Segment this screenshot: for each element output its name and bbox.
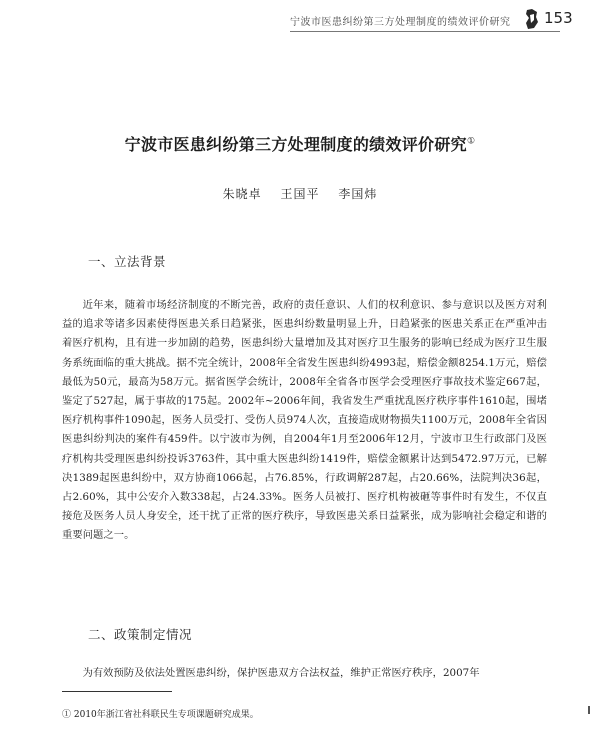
article-title-text: 宁波市医患纠纷第三方处理制度的绩效评价研究 <box>124 135 467 154</box>
author-name: 李国炜 <box>338 187 378 201</box>
section-heading-background: 一、立法背景 <box>88 254 167 269</box>
running-title: 宁波市医患纠纷第三方处理制度的绩效评价研究 <box>290 17 511 28</box>
page-number: 153 <box>544 9 573 27</box>
header-divider <box>290 31 560 32</box>
section-body-background: 近年来，随着市场经济制度的不断完善，政府的责任意识、人们的权利意识、参与意识以及医方对利益的追求等诸多因素使得医患关系日趋紧张，医患纠纷数量明显上升，日趋紧张的医患关系正在严重冲击着医疗机构，且有进一步加剧的趋势，医患纠纷大量增加及其对医疗卫生服务的影响已经成为医疗卫生服务系统面临的重大挑战。据不完全统计，2008年全省发生医患纠纷4993起，赔偿金额8254.1万元，赔偿最低为50元，最高为58万元。据省医学会统计，2008年全省各市医学会受理医疗事故技术鉴定667起，鉴定了527起，属于事故的175起。2002年~2006年间，我省发生严重扰乱医疗秩序事件1610起，围堵医疗机构事件1090起，医务人员受打、受伤人员974人次，直接造成财物损失1100万元，2008年全省因医患纠纷判决的案件有459件。以宁波市为例，自2004年1月至2006年12月，宁波市卫生行政部门及医疗机构共受理医患纠纷投诉3763件，其中重大医患纠纷1419件，赔偿金额累计达到5472.97万元，已解决1389起医患纠纷中，双方协商1066起，占76.85%，行政调解287起，占20.66%，法院判决36起，占2.60%，其中公安介入数338起，占24.33%。医务人员被打、医疗机构被砸等事件时有发生，不仅直接危及医务人员人身安全，还干扰了正常的医疗秩序，导致医患关系日益紧张，成为影响社会稳定和谐的重要问题之一。 <box>62 299 547 542</box>
footnote: ① 2010年浙江省社科联民生专项课题研究成果。 <box>62 710 259 720</box>
article-title <box>0 132 600 155</box>
footnote-divider <box>62 691 172 692</box>
running-header <box>0 0 600 40</box>
scan-margin-mark <box>588 706 590 714</box>
title-footnote-marker: ① <box>466 136 476 147</box>
journal-logo-icon <box>524 8 540 30</box>
section-heading-policy: 二、政策制定情况 <box>88 627 193 642</box>
section-body-policy: 为有效预防及依法处置医患纠纷，保护医患双方合法权益，维护正常医疗秩序，2007年 <box>82 667 480 679</box>
author-name: 王国平 <box>280 187 320 201</box>
author-name: 朱晓卓 <box>222 187 262 201</box>
author-list <box>0 185 600 202</box>
